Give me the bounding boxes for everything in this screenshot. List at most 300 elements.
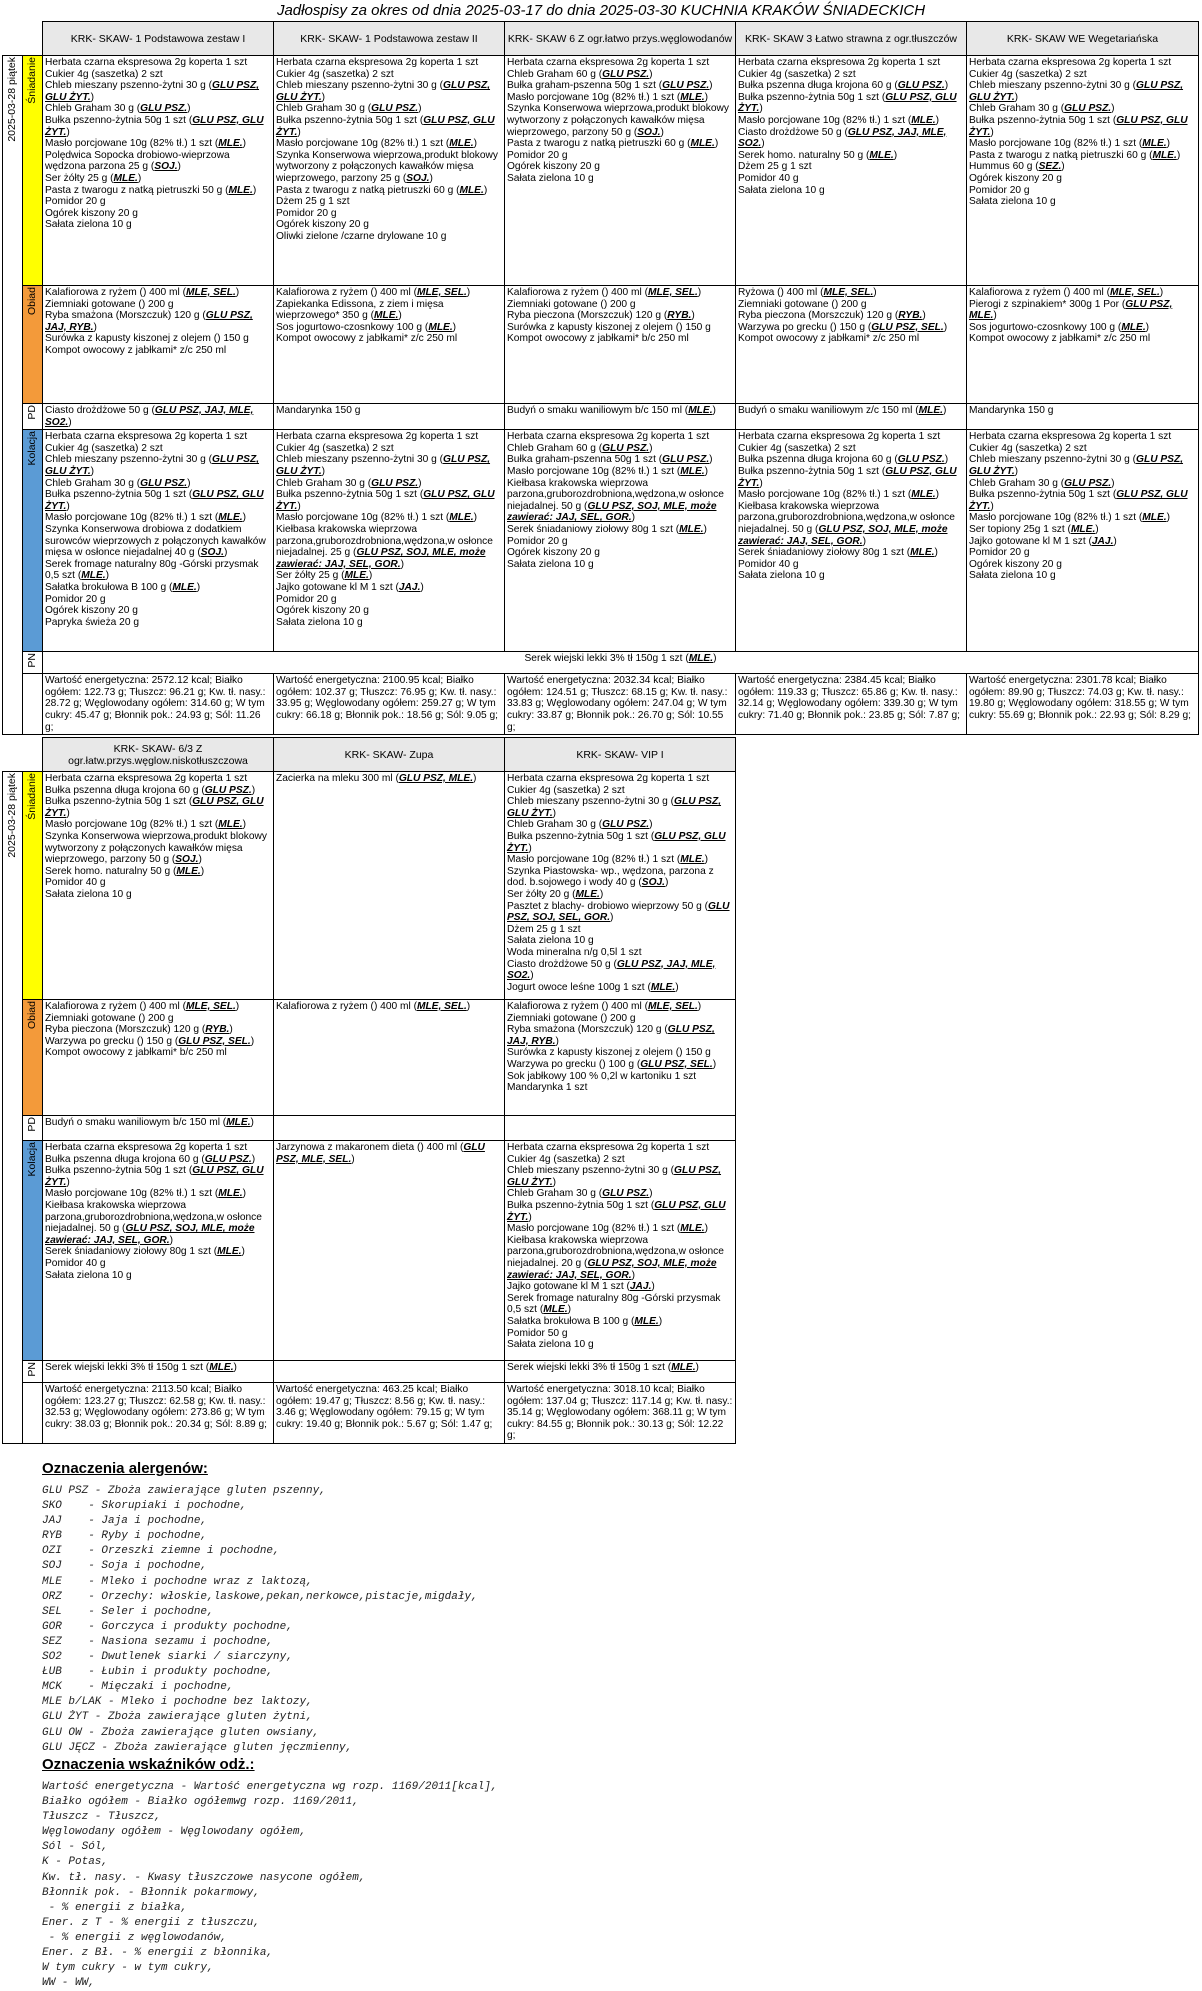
allergen-codes: GLU PSZ. [602,68,650,80]
allergen-codes: MLE. [81,570,106,582]
legend-line: Białko ogółem - Białko ogółemwg rozp. 1169/2011, [42,1796,359,1809]
menu-item: Bułka pszenna długa krojona 60 g (GLU PSZ.) [45,784,256,796]
allergen-codes: MLE. [218,138,243,150]
menu-item: Masło porcjowane 10g (82% tł.) 1 szt (MLE.) [45,512,247,524]
allergen-codes: GLU PSZ, SOJ, MLE, może zawierać: JAJ, SEL, GOR. [738,523,948,547]
allergen-codes: MLE, SEL. [647,287,698,298]
menu-item: Serek śniadaniowy ziołowy 80g 1 szt (MLE.) [45,1246,245,1258]
allergen-codes: GLU PSZ, SOJ, MLE, może zawierać: JAJ, SEL, GOR. [45,1223,255,1246]
menu-item: Cukier 4g (saszetka) 2 szt [969,442,1087,454]
menu-cell [274,1116,505,1141]
allergen-codes: GLU PSZ, JAJ, MLE, SO2. [738,126,947,150]
menu-item: Pomidor 20 g [276,593,337,605]
menu-cell [43,1361,274,1383]
menu-item: Bułka pszenno-żytnia 50g 1 szt (GLU PSZ, GLU ŻYT.) [45,1165,264,1188]
menu-cell [967,404,1199,430]
menu-item: Jogurt owoce leśne 100g 1 szt (MLE.) [507,981,679,993]
allergen-codes: GLU PSZ. [602,819,650,831]
menu-cell [505,1000,736,1116]
menu-item: Masło porcjowane 10g (82% tł.) 1 szt (MLE.) [45,1188,247,1200]
allergen-codes: GLU PSZ, SOJ, MLE, może zawierać: JAJ, SEL, GOR. [507,500,717,524]
menu-cell [43,1141,274,1361]
menu-item: Herbata czarna ekspresowa 2g koperta 1 szt [507,431,710,443]
allergen-codes: MLE, SEL. [185,1001,236,1012]
date-cell [3,56,23,735]
menu-item: Kalafiorowa z ryżem () 400 ml (MLE, SEL.) [969,287,1164,298]
menu-cell [43,404,274,430]
menu-item: Chleb Graham 30 g (GLU PSZ.) [276,477,422,489]
menu-cell [43,286,274,404]
menu-cell [967,286,1199,404]
legend-line: GLU JĘCZ - Zboża zawierające gluten jęczmienny, [42,1741,353,1754]
allergen-codes: MLE. [218,512,243,524]
menu-item: Ogórek kiszony 20 g [507,161,600,173]
allergen-codes: GLU PSZ, JAJ, RYB. [45,310,253,333]
menu-item: Sałatka brokułowa B 100 g (MLE.) [45,581,201,593]
menu-item: Wartość energetyczna: 463.25 kcal; Białko ogółem: 19.47 g; Tłuszcz: 8.56 g; Kw. tł. nasy.: 3.46 g; Węglowodany ogółem: 79.15 g; W tym cukry: 19.40 g; Błonnik pok.: 5.67 g; Sól: 1.47 g; [276,1384,493,1430]
allergen-codes: GLU PSZ, JAJ, RYB. [507,1024,715,1047]
menu-item: Bułka pszenno-żytnia 50g 1 szt (GLU PSZ, GLU ŻYT.) [276,489,495,512]
menu-item: Szynka Piastowska- wp., wędzona, parzona z dod. b.sojowego i wody 40 g (SOJ.) [507,865,714,889]
menu-cell [736,286,967,404]
legend-line: Sól - Sól, [42,1841,109,1854]
menu-item: Cukier 4g (saszetka) 2 szt [276,68,394,80]
menu-item: Ser topiony 25g 1 szt (MLE.) [969,523,1099,535]
menu-item: Warzywa po grecku () 100 g (GLU PSZ, SEL.) [507,1058,717,1070]
indicators-list [42,1780,497,1991]
allergen-codes: MLE. [459,184,484,196]
menu-item: Warzywa po grecku () 150 g (GLU PSZ, SEL.) [45,1035,255,1047]
menu-item: Jarzynowa z makaronem dieta () 400 ml (GLU PSZ, MLE, SEL.) [276,1142,485,1165]
menu-cell [274,430,505,652]
meal-label-supper: Kolacja [23,430,43,652]
menu-item: Chleb Graham 30 g (GLU PSZ.) [507,819,653,831]
legend-line: Węglowodany ogółem - Węglowodany ogółem, [42,1826,307,1839]
allergen-codes: GLU PSZ. [140,103,188,115]
menu-cell [43,56,274,286]
allergen-codes: GLU PSZ, GLU ŻYT. [507,796,722,819]
menu-item: Sałata zielona 10 g [738,184,825,196]
allergen-codes: MLE. [910,547,935,559]
menu-item: Chleb mieszany pszenno-żytni 30 g (GLU PSZ, GLU ŻYT.) [45,454,260,477]
allergen-codes: GLU PSZ, GLU ŻYT. [45,796,264,819]
allergen-codes: RYB. [667,310,692,322]
legend-line: GOR - Gorczyca i produkty pochodne, [42,1620,293,1633]
menu-item: Kiełbasa krakowska wieprzowa parzona,gruborozdrobniona,wędzona,w osłonce niejadalnej. 50 g (GLU PSZ, SOJ, MLE, może zawierać: JAJ, SEL, GOR.) [738,500,955,547]
legend-line: W tym cukry - w tym cukry, [42,1962,214,1975]
menu-item: Ser żółty 20 g (MLE.) [507,888,604,900]
legend-line: RYB - Ryby i pochodne, [42,1530,208,1543]
menu-item: Bułka pszenna długa krojona 60 g (GLU PSZ.) [738,80,949,92]
menu-item: Sos jogurtowo-czosnkowy 100 g (MLE.) [276,321,457,333]
menu-item: Pasztet z blachy- drobiowo wieprzowy 50 g (GLU PSZ, SOJ, SEL, GOR.) [507,900,730,924]
menu-item: Bułka pszenno-żytnia 50g 1 szt (GLU PSZ, GLU ŻYT.) [276,114,495,138]
menu-item: Herbata czarna ekspresowa 2g koperta 1 szt [45,431,248,443]
allergens-list [42,1484,478,1756]
legend-line: MLE - Mleko i pochodne wraz z laktozą, [42,1575,313,1588]
allergen-codes: MLE. [690,138,715,150]
menu-item: Masło porcjowane 10g (82% tł.) 1 szt (MLE.) [738,114,940,126]
allergen-codes: MLE. [679,523,704,535]
allergen-codes: MLE. [218,1188,243,1200]
meal-label-night: PN [23,652,43,674]
menu-cell [43,1000,274,1116]
menu-item: Pasta z twarogu z natką pietruszki 60 g (MLE.) [276,184,488,196]
menu-item: Masło porcjowane 10g (82% tł.) 1 szt (MLE.) [276,138,478,150]
menu-item: Wartość energetyczna: 2384.45 kcal; Białko ogółem: 119.33 g; Tłuszcz: 65.86 g; Kw. tł. nasy.: 32.14 g; Węglowodany ogółem: 339.30 g; W tym cukry: 71.40 g; Błonnik pok.: 23.85 g; Sól: 7.87 g; [738,675,961,721]
menu-item: Pomidor 50 g [507,1327,568,1339]
allergen-codes: GLU PSZ, SEL. [640,1058,713,1070]
menu-item: Pasta z twarogu z natką pietruszki 60 g (MLE.) [507,138,719,150]
menu-item: Serek fromage naturalny 80g -Górski przysmak 0,5 szt (MLE.) [507,1292,721,1316]
legend-line: Kw. tł. nasy. - Kwasy tłuszczowe nasycone ogółem, [42,1871,366,1884]
menu-item: Pomidor 20 g [507,149,568,161]
legend-line: Ener. z T - % energii z tłuszczu, [42,1916,260,1929]
allergen-codes: MLE. [543,1304,568,1316]
menu-cell [274,772,505,1000]
allergen-codes: GLU PSZ, MLE. [398,773,474,784]
menu-item: Szynka Konserwowa wieprzowa,produkt blokowy wytworzony z połączonych kawałków mięsa wieprzowego, parzony 25 g (SOJ.) [276,149,498,184]
meal-label-dinner: Obiad [23,1000,43,1116]
menu-item: Cukier 4g (saszetka) 2 szt [738,68,856,80]
allergen-codes: GLU PSZ, MLE, SEL. [276,1142,485,1165]
menu-cell [274,404,505,430]
allergen-codes: GLU PSZ, SEL. [178,1035,251,1047]
menu-item: Sałata zielona 10 g [45,1269,132,1281]
menu-cell [274,56,505,286]
menu-item: Kompot owocowy z jabłkami* z/c 250 ml [969,333,1151,345]
allergen-codes: JAJ. [629,1281,652,1293]
menu-item: Bułka pszenno-żytnia 50g 1 szt (GLU PSZ, GLU ŻYT.) [738,91,957,115]
menu-item: Mandarynka 150 g [276,405,361,416]
legend-line: SKO - Skorupiaki i pochodne, [42,1500,247,1513]
allergen-codes: GLU PSZ, GLU ŻYT. [45,114,264,138]
allergen-codes: MLE. [575,888,600,900]
menu-item: Masło porcjowane 10g (82% tł.) 1 szt (MLE.) [45,138,247,150]
menu-item: Pomidor 20 g [969,547,1030,559]
menu-cell [505,1116,736,1141]
menu-item: Sok jabłkowy 100 % 0,2l w kartoniku 1 szt [507,1070,697,1082]
allergen-codes: SOJ. [637,126,661,138]
page-title: Jadłospisy za okres od dnia 2025-03-17 do dnia 2025-03-30 KUCHNIA KRAKÓW ŚNIADECKICH [276,2,926,19]
menu-item: Ziemniaki gotowane () 200 g [45,298,174,310]
legend-line: SO2 - Dwutlenek siarki / siarczyny, [42,1651,293,1664]
menu-item: Sos jogurtowo-czosnkowy 100 g (MLE.) [969,321,1150,333]
nutrition-cell [274,674,505,735]
allergen-codes: SOJ. [154,161,178,173]
menu-item: Sałata zielona 10 g [738,570,825,582]
menu-item: Bułka graham-pszenna 50g 1 szt (GLU PSZ.) [507,454,713,466]
legend-line: - % energii z białka, [42,1901,188,1914]
allergen-codes: GLU PSZ, GLU ŻYT. [276,489,495,512]
menu-item: Warzywa po grecku () 150 g (GLU PSZ, SEL.) [738,321,948,333]
legend-line: Błonnik pok. - Błonnik pokarmowy, [42,1886,260,1899]
menu-item: Bułka pszenno-żytnia 50g 1 szt (GLU PSZ, GLU ŻYT.) [45,114,264,138]
menu-item: Masło porcjowane 10g (82% tł.) 1 szt (MLE.) [45,819,247,831]
menu-item: Serek śniadaniowy ziołowy 80g 1 szt (MLE.) [738,547,938,559]
menu-item: Chleb Graham 60 g (GLU PSZ.) [507,442,653,454]
allergen-codes: GLU PSZ. [204,784,252,796]
allergen-codes: GLU PSZ, SEL. [871,321,944,333]
legend-line: JAJ - Jaja i pochodne, [42,1515,208,1528]
menu-item: Surówka z kapusty kiszonej z olejem () 150 g [507,321,711,333]
menu-item: Ryba pieczona (Morszczuk) 120 g (RYB.) [738,310,926,322]
menu-item: Bułka pszenna długa krojona 60 g (GLU PSZ.) [45,1153,256,1165]
menu-item: Dżem 25 g 1 szt [507,923,581,935]
menu-cell [505,286,736,404]
menu-item: Chleb Graham 60 g (GLU PSZ.) [507,68,653,80]
menu-item: Herbata czarna ekspresowa 2g koperta 1 szt [45,1142,248,1153]
menu-item: Chleb Graham 30 g (GLU PSZ.) [969,103,1115,115]
menu-item: Cukier 4g (saszetka) 2 szt [738,442,856,454]
menu-item: Wartość energetyczna: 3018.10 kcal; Białko ogółem: 137.04 g; Tłuszcz: 117.14 g; Kw. tł. nasy.: 35.14 g; Węglowodany ogółem: 368.11 g; W tym cukry: 84.55 g; Błonnik pok.: 30.13 g; Sól: 12.22 g; [507,1384,733,1442]
allergen-codes: GLU PSZ, SOJ, SEL, GOR. [507,900,730,924]
menu-cell [43,1116,274,1141]
allergen-codes: MLE. [869,149,894,161]
menu-item: Herbata czarna ekspresowa 2g koperta 1 szt [45,773,248,784]
menu-cell [967,430,1199,652]
menu-item: Bułka pszenno-żytnia 50g 1 szt (GLU PSZ, GLU ŻYT.) [507,1199,726,1223]
menu-item: Cukier 4g (saszetka) 2 szt [969,68,1087,80]
legend-line: MCK - Mięczaki i pochodne, [42,1681,234,1694]
allergen-codes: GLU PSZ. [204,1153,252,1165]
menu-item: Budyń o smaku waniliowym z/c 150 ml (MLE.) [738,405,947,416]
allergen-codes: MLE. [650,981,676,993]
menu-item: Chleb Graham 30 g (GLU PSZ.) [45,103,191,115]
menu-item: Chleb mieszany pszenno-żytni 30 g (GLU PSZ, GLU ŻYT.) [276,80,491,103]
menu-item: Ogórek kiszony 20 g [276,219,369,231]
menu-item: Woda mineralna n/g 0,5l 1 szt [507,946,642,958]
menu-item: Masło porcjowane 10g (82% tł.) 1 szt (MLE.) [738,489,940,501]
menu-item: Pomidor 20 g [276,207,337,219]
menu-item: Masło porcjowane 10g (82% tł.) 1 szt (MLE.) [507,854,709,866]
legend-line: SEZ - Nasiona sezamu i pochodne, [42,1635,274,1648]
menu-cell [736,430,967,652]
menu-item: Chleb mieszany pszenno-żytni 30 g (GLU PSZ, GLU ŻYT.) [969,80,1184,103]
nutrition-cell [505,1383,736,1444]
menu-item: Sałata zielona 10 g [276,616,363,628]
menu-item: Mandarynka 150 g [969,405,1054,416]
allergen-codes: MLE. [228,184,253,196]
menu-item: Pomidor 40 g [45,1257,106,1269]
menu-item: Surówka z kapusty kiszonej z olejem () 150 g [45,333,249,345]
menu-item: Chleb mieszany pszenno-żytni 30 g (GLU PSZ, GLU ŻYT.) [45,80,260,103]
allergen-codes: MLE. [680,1223,705,1235]
menu-item: Oliwki zielone /czarne drylowane 10 g [276,230,447,242]
menu-item: Szynka Konserwowa wieprzowa,produkt blokowy wytworzony z połączonych kawałków mięsa wieprzowego, parzony 50 g (SOJ.) [507,103,729,138]
allergen-codes: GLU PSZ, GLU ŻYT. [45,80,260,103]
menu-item: Pomidor 20 g [45,593,106,605]
menu-item: Dżem 25 g 1 szt [276,196,350,208]
menu-item: Chleb mieszany pszenno-żytni 30 g (GLU PSZ, GLU ŻYT.) [969,454,1184,477]
legend-line: - % energii z węglowodanów, [42,1931,227,1944]
allergen-codes: MLE. [680,91,705,103]
allergen-codes: MLE. [176,865,201,877]
menu-item: Kalafiorowa z ryżem () 400 ml (MLE, SEL.) [45,287,240,298]
meal-label-night: PN [23,1361,43,1383]
menu-item: Sałata zielona 10 g [969,570,1056,582]
legend-line: ŁUB - Łubin i produkty pochodne, [42,1666,274,1679]
menu-item: Pomidor 40 g [45,877,106,889]
nutrition-cell [505,674,736,735]
allergen-codes: MLE. [680,854,705,866]
allergen-codes: GLU PSZ, GLU ŻYT. [45,454,260,477]
allergen-codes: GLU PSZ, SOJ, MLE, może zawierać: JAJ, SEL, GOR. [276,547,486,570]
allergen-codes: GLU PSZ, GLU ŻYT. [276,454,491,477]
menu-item: Cukier 4g (saszetka) 2 szt [507,1153,625,1165]
menu-item: Bułka pszenno-żytnia 50g 1 szt (GLU PSZ, GLU ŻYT.) [969,114,1188,138]
menu-item: Polędwica Sopocka drobiowo-wieprzowa wędzona parzona 25 g (SOJ.) [45,149,230,173]
allergen-codes: MLE. [373,310,399,322]
diet-header: KRK- SKAW- 6/3 Z ogr.łatw.przys.węglow.niskotłuszczowa [43,738,274,772]
allergen-codes: GLU PSZ, JAJ, MLE, SO2. [45,405,254,428]
menu-item: Ziemniaki gotowane () 200 g [738,298,867,310]
meal-label-breakfast: Śniadanie [23,772,43,1000]
indicators-heading: Oznaczenia wskaźników odż.: [42,1756,255,1773]
menu-cell [505,404,736,430]
allergen-codes: MLE. [680,465,705,477]
menu-item: Herbata czarna ekspresowa 2g koperta 1 szt [507,57,710,68]
allergen-codes: GLU PSZ. [662,454,710,466]
menu-item: Masło porcjowane 10g (82% tł.) 1 szt (MLE.) [276,512,478,524]
menu-cell [505,430,736,652]
allergen-codes: MLE. [911,114,936,126]
menu-item: Herbata czarna ekspresowa 2g koperta 1 szt [738,57,941,68]
allergen-codes: GLU PSZ, GLU ŻYT. [45,489,264,512]
menu-item: Chleb mieszany pszenno-żytni 30 g (GLU PSZ, GLU ŻYT.) [276,454,491,477]
legend-line: GLU PSZ - Zboża zawierające gluten pszenny, [42,1485,326,1497]
menu-item: Herbata czarna ekspresowa 2g koperta 1 szt [276,431,479,443]
diet-header: KRK- SKAW WE Wegetariańska [967,22,1199,56]
menu-item: Sałata zielona 10 g [507,172,594,184]
allergen-codes: GLU PSZ, GLU ŻYT. [969,114,1188,138]
allergen-codes: GLU PSZ. [897,80,945,92]
menu-item: Surówka z kapusty kiszonej z olejem () 150 g [507,1047,711,1059]
menu-item: Serek fromage naturalny 80g -Górski przysmak 0,5 szt (MLE.) [45,558,259,582]
menu-item: Dżem 25 g 1 szt [738,161,812,173]
menu-cell [505,772,736,1000]
menu-item: Budyń o smaku waniliowym b/c 150 ml (MLE.) [507,405,716,416]
menu-item: Ciasto drożdżowe 50 g (GLU PSZ, JAJ, MLE, SO2.) [507,958,716,982]
menu-cell [505,1361,736,1383]
allergen-codes: MLE. [449,512,474,524]
menu-item: Kiełbasa krakowska wieprzowa parzona,gruborozdrobniona,wędzona,w osłonce niejadalnej. 50 g (GLU PSZ, SOJ, MLE, może zawierać: JAJ, SEL, GOR.) [507,477,724,524]
menu-item: Ciasto drożdżowe 50 g (GLU PSZ, JAJ, MLE, SO2.) [45,405,254,428]
menu-item: Budyń o smaku waniliowym b/c 150 ml (MLE.) [45,1117,254,1128]
menu-item: Herbata czarna ekspresowa 2g koperta 1 szt [45,57,248,68]
menu-item: Ryba smażona (Morszczuk) 120 g (GLU PSZ, JAJ, RYB.) [45,310,253,333]
menu-item: Cukier 4g (saszetka) 2 szt [507,784,625,796]
menu-item: Wartość energetyczna: 2572.12 kcal; Białko ogółem: 122.73 g; Tłuszcz: 96.21 g; Kw. tł. nasy.: 28.72 g; Węglowodany ogółem: 314.60 g; W tym cukry: 45.47 g; Błonnik pok.: 24.93 g; Sól: 11.26 g; [45,675,266,733]
allergen-codes: MLE, SEL. [1109,287,1160,298]
menu-item: Serek homo. naturalny 50 g (MLE.) [45,865,205,877]
menu-item: Szynka Konserwowa wieprzowa,produkt blokowy wytworzony z połączonych kawałków mięsa wieprzowego, parzony 50 g (SOJ.) [45,830,267,866]
allergen-codes: GLU PSZ, SOJ, MLE, może zawierać: JAJ, SEL, GOR. [507,1257,717,1281]
menu-item: Pomidor 20 g [507,535,568,547]
allergen-codes: MLE. [217,1246,242,1258]
legend-line: Tłuszcz - Tłuszcz, [42,1811,161,1824]
allergen-codes: GLU PSZ, GLU ŻYT. [45,1165,264,1188]
menu-cell [505,56,736,286]
allergen-codes: MLE, SEL. [185,287,236,298]
menu-item: Kompot owocowy z jabłkami* b/c 250 ml [507,333,689,345]
allergen-codes: GLU PSZ, GLU ŻYT. [738,465,957,489]
menu-item: Kiełbasa krakowska wieprzowa parzona,gruborozdrobniona,wędzona,w osłonce niejadalnej. 25 g (GLU PSZ, SOJ, MLE, może zawierać: JAJ, SEL, GOR.) [276,523,493,570]
menu-item: Pomidor 40 g [738,558,799,570]
menu-item: Wartość energetyczna: 2113.50 kcal; Białko ogółem: 123.27 g; Tłuszcz: 62.58 g; Kw. tł. nasy.: 32.53 g; Węglowodany ogółem: 273.86 g; W tym cukry: 38.03 g; Błonnik pok.: 20.34 g; Sól: 8.89 g; [45,1384,268,1430]
date-cell [3,772,23,1444]
menu-item: Masło porcjowane 10g (82% tł.) 1 szt (MLE.) [507,465,709,477]
legend-line: WW - WW, [42,1977,95,1990]
menu-item: Wartość energetyczna: 2100.95 kcal; Białko ogółem: 102.37 g; Tłuszcz: 76.95 g; Kw. tł. nasy.: 33.95 g; Węglowodany ogółem: 259.27 g; W tym cukry: 66.18 g; Błonnik pok.: 18.56 g; Sól: 9.05 g; [276,675,499,721]
diet-header: KRK- SKAW- Zupa [274,738,505,772]
allergen-codes: GLU PSZ, GLU ŻYT. [276,80,491,103]
menu-cell [736,56,967,286]
legend-line: K - Potas, [42,1856,109,1869]
allergen-codes: GLU PSZ. [140,477,188,489]
menu-item: Ogórek kiszony 20 g [969,558,1062,570]
meal-label-dinner: Obiad [23,286,43,404]
menu-item: Serek śniadaniowy ziołowy 80g 1 szt (MLE.) [507,523,707,535]
nutrition-cell [274,1383,505,1444]
allergen-codes: MLE. [218,819,243,831]
nutrition-cell [967,674,1199,735]
allergen-codes: GLU PSZ. [371,477,419,489]
menu-item: Szynka Konserwowa drobiowa z dodatkiem surowców wieprzowych z połączonych kawałków mięsa w osłonce niejadalnej 40 g (SOJ.) [45,523,266,559]
menu-item: Sałata zielona 10 g [507,935,594,947]
diet-header: KRK- SKAW- 1 Podstawowa zestaw I [43,22,274,56]
menu-table-1 [2,21,1199,735]
menu-item: Pasta z twarogu z natką pietruszki 60 g (MLE.) [969,149,1181,161]
menu-item: Masło porcjowane 10g (82% tł.) 1 szt (MLE.) [969,138,1171,150]
menu-item: Ziemniaki gotowane () 200 g [507,298,636,310]
menu-item: Masło porcjowane 10g (82% tł.) 1 szt (MLE.) [507,1223,709,1235]
menu-item: Sałata zielona 10 g [969,196,1056,208]
legend-line: SEL - Seler i pochodne, [42,1605,214,1618]
menu-item: Ziemniaki gotowane () 200 g [45,1012,174,1024]
allergen-codes: MLE. [344,570,369,582]
menu-cell [967,56,1199,286]
allergen-codes: GLU PSZ. [1064,477,1112,489]
allergen-codes: MLE. [1070,523,1096,535]
menu-table-2 [2,737,736,1444]
menu-item: Chleb Graham 30 g (GLU PSZ.) [969,477,1115,489]
menu-item: Pasta z twarogu z natką pietruszki 50 g (MLE.) [45,184,257,196]
allergen-codes: GLU PSZ, GLU ŻYT. [507,1199,726,1223]
menu-item: Ryba pieczona (Morszczuk) 120 g (RYB.) [45,1024,233,1036]
allergen-codes: MLE, SEL. [416,1001,467,1012]
menu-item: Jajko gotowane kl M 1 szt (JAJ.) [276,581,424,593]
menu-item: Ogórek kiszony 20 g [969,172,1062,184]
menu-item: Chleb Graham 30 g (GLU PSZ.) [507,1188,653,1200]
allergen-codes: MLE. [209,1362,234,1373]
menu-item: Cukier 4g (saszetka) 2 szt [276,442,394,454]
allergen-codes: GLU PSZ, JAJ, MLE, SO2. [507,958,716,982]
menu-item: Herbata czarna ekspresowa 2g koperta 1 szt [738,431,941,443]
menu-cell [274,286,505,404]
menu-item: Kalafiorowa z ryżem () 400 ml (MLE, SEL.) [507,1001,702,1012]
menu-item: Ogórek kiszony 20 g [507,547,600,559]
menu-item: Chleb Graham 30 g (GLU PSZ.) [45,477,191,489]
allergen-codes: SOJ. [641,877,666,889]
menu-item: Kalafiorowa z ryżem () 400 ml (MLE, SEL.) [507,287,702,298]
legend-line: MLE b/LAK - Mleko i pochodne bez laktozy, [42,1696,313,1709]
allergen-codes: GLU PSZ, GLU ŻYT. [507,830,726,854]
diet-header: KRK- SKAW- 1 Podstawowa zestaw II [274,22,505,56]
allergen-codes: JAJ. [398,581,421,593]
allergen-codes: SOJ. [406,172,430,184]
menu-item: Bułka pszenno-żytnia 50g 1 szt (GLU PSZ, GLU ŻYT.) [738,465,957,489]
